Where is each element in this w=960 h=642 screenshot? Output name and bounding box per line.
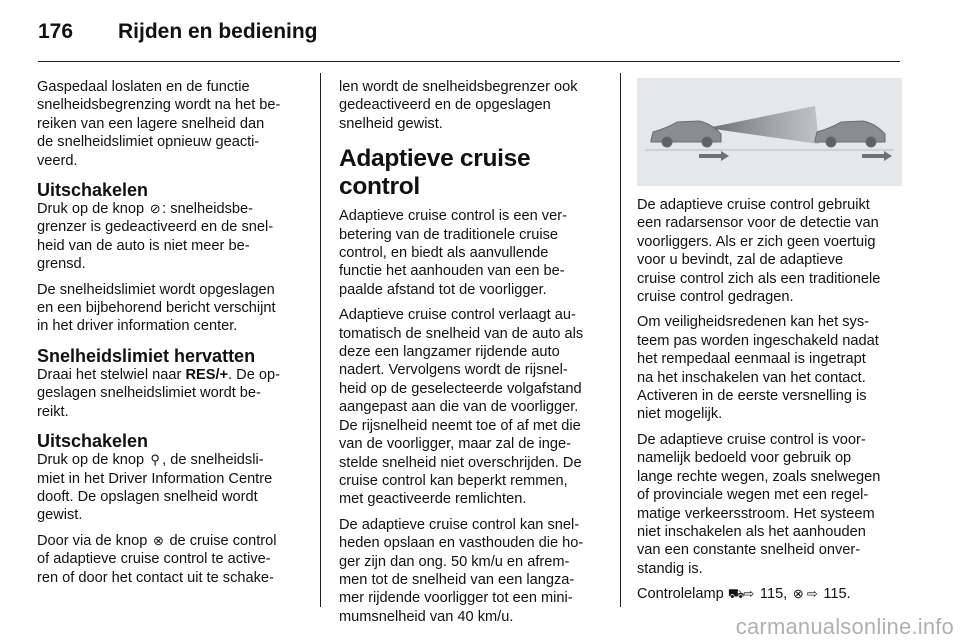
paragraph: Adaptieve cruise control is een ver- betering van de traditionele cruise control, en biedt als aanvullende functie het aanhouden van een be- paalde afstand tot de voorligger.: [339, 208, 567, 298]
paragraph: len wordt de snelheidsbegrenzer ook gedeactiveerd en de opgeslagen snelheid gewist.: [339, 79, 578, 132]
page-header: [0, 0, 960, 56]
limiter-clear-icon: ⚲: [150, 452, 160, 468]
paragraph: De adaptieve cruise control kan snel- heden opslaan en vasthouden die ho- ger zijn dan ong. 50 km/u en afrem- men tot de snelheid van een langza- mer rijdende voorligger tot een mini- mumsnelheid van 40 km/u.: [339, 516, 584, 625]
radar-illustration: [637, 78, 902, 186]
direction-arrow-icon: [699, 151, 892, 161]
car-ahead-icon: [815, 121, 885, 147]
paragraph: Draai het stelwiel naar RES/+. De op- geslagen snelheidslimiet wordt be- reikt.: [37, 366, 280, 420]
limiter-cancel-icon: ⊘: [149, 201, 161, 217]
column-3: [637, 78, 902, 611]
paragraph: De snelheidslimiet wordt opgeslagen en een bijbehorend bericht verschijnt in het driver information center.: [37, 281, 276, 335]
radar-beam: [707, 106, 819, 144]
column-1: [37, 78, 307, 594]
car-ahead-icon: ⛟: [727, 586, 745, 602]
column-2: [339, 78, 605, 633]
watermark: carmanualsonline.info: [735, 614, 954, 639]
paragraph: Druk op de knop ⚲ , de snelheidsli- miet in het Driver Information Centre dooft. De opslagen snelheid wordt gewist.: [37, 452, 273, 524]
paragraph: Door via de knop ⊗ de cruise control of adaptieve cruise control te active- ren of door het contact uit te schake-: [37, 532, 277, 586]
cruise-control-icon: ⊗: [152, 532, 164, 548]
heading-adaptieve-cruise-control: Adaptieve cruise control: [339, 145, 531, 201]
paragraph: De adaptieve cruise control gebruikt een radarsensor voor de detectie van voorliggers. Als er zich geen voertuig voor u bevindt, zal de adaptieve cruise control zich als een traditionele cruise control gedragen.: [637, 197, 881, 306]
page-title: Rijden en bediening: [118, 20, 318, 43]
radar-diagram: [637, 78, 902, 186]
page-reference: 115,: [755, 586, 792, 603]
see-page-arrow-icon: ⇨: [806, 586, 818, 602]
see-page-arrow-icon: ⇨: [743, 586, 755, 602]
heading-uitschakelen: Uitschakelen: [37, 431, 149, 452]
car-behind-icon: [651, 121, 721, 147]
paragraph: Adaptieve cruise control verlaagt au- tomatisch de snelheid van de auto als deze een langzamer rijdende auto nadert. Vervolgens wordt de rijsnel- heid op de geselecteerde volgafstand aangepast aan die van de voorligger. De rijsnelheid neemt toe of af met die van de voorligger, maar zal de inge- stelde snelheid niet overschrijden. De cruise control kan beperkt remmen, met geactiveerde remlichten.: [339, 307, 584, 508]
header-rule: [38, 61, 900, 62]
column-divider: [320, 73, 321, 607]
column-divider: [620, 73, 621, 607]
cruise-control-icon: ⊗: [792, 586, 804, 602]
paragraph: De adaptieve cruise control is voor- namelijk bedoeld voor gebruik op lange rechte wegen, zoals snelwegen of provinciale wegen met een regel- matige verkeersstroom. Het systeem niet inschakelen als het aanhouden van een constante snelheid onver- standig is.: [637, 431, 881, 577]
paragraph: Gaspedaal loslaten en de functie snelheidsbegrenzing wordt na het be- reiken van een lagere snelheid dan de snelheidslimiet opnieuw geacti- veerd.: [37, 79, 281, 169]
paragraph-controlelamp: Controlelamp ⛟⇨ 115, ⊗ ⇨ 115.: [637, 586, 851, 603]
res-plus-label: RES/+: [185, 366, 229, 383]
page-reference: 115.: [819, 586, 851, 603]
paragraph: Druk op de knop ⊘ : snelheidsbe- grenzer is gedeactiveerd en de snel- heid van de auto is niet meer be- grensd.: [37, 201, 274, 273]
heading-uitschakelen: Uitschakelen: [37, 180, 149, 201]
heading-snelheidslimiet-hervatten: Snelheidslimiet hervatten: [37, 345, 256, 366]
paragraph: Om veiligheidsredenen kan het sys- teem pas worden ingeschakeld nadat het rempedaal eenmaal is ingetrapt na het inschakelen van het contact. Activeren in de eerste versnelling is niet mogelijk.: [637, 314, 879, 423]
page-number: 176: [38, 20, 74, 43]
